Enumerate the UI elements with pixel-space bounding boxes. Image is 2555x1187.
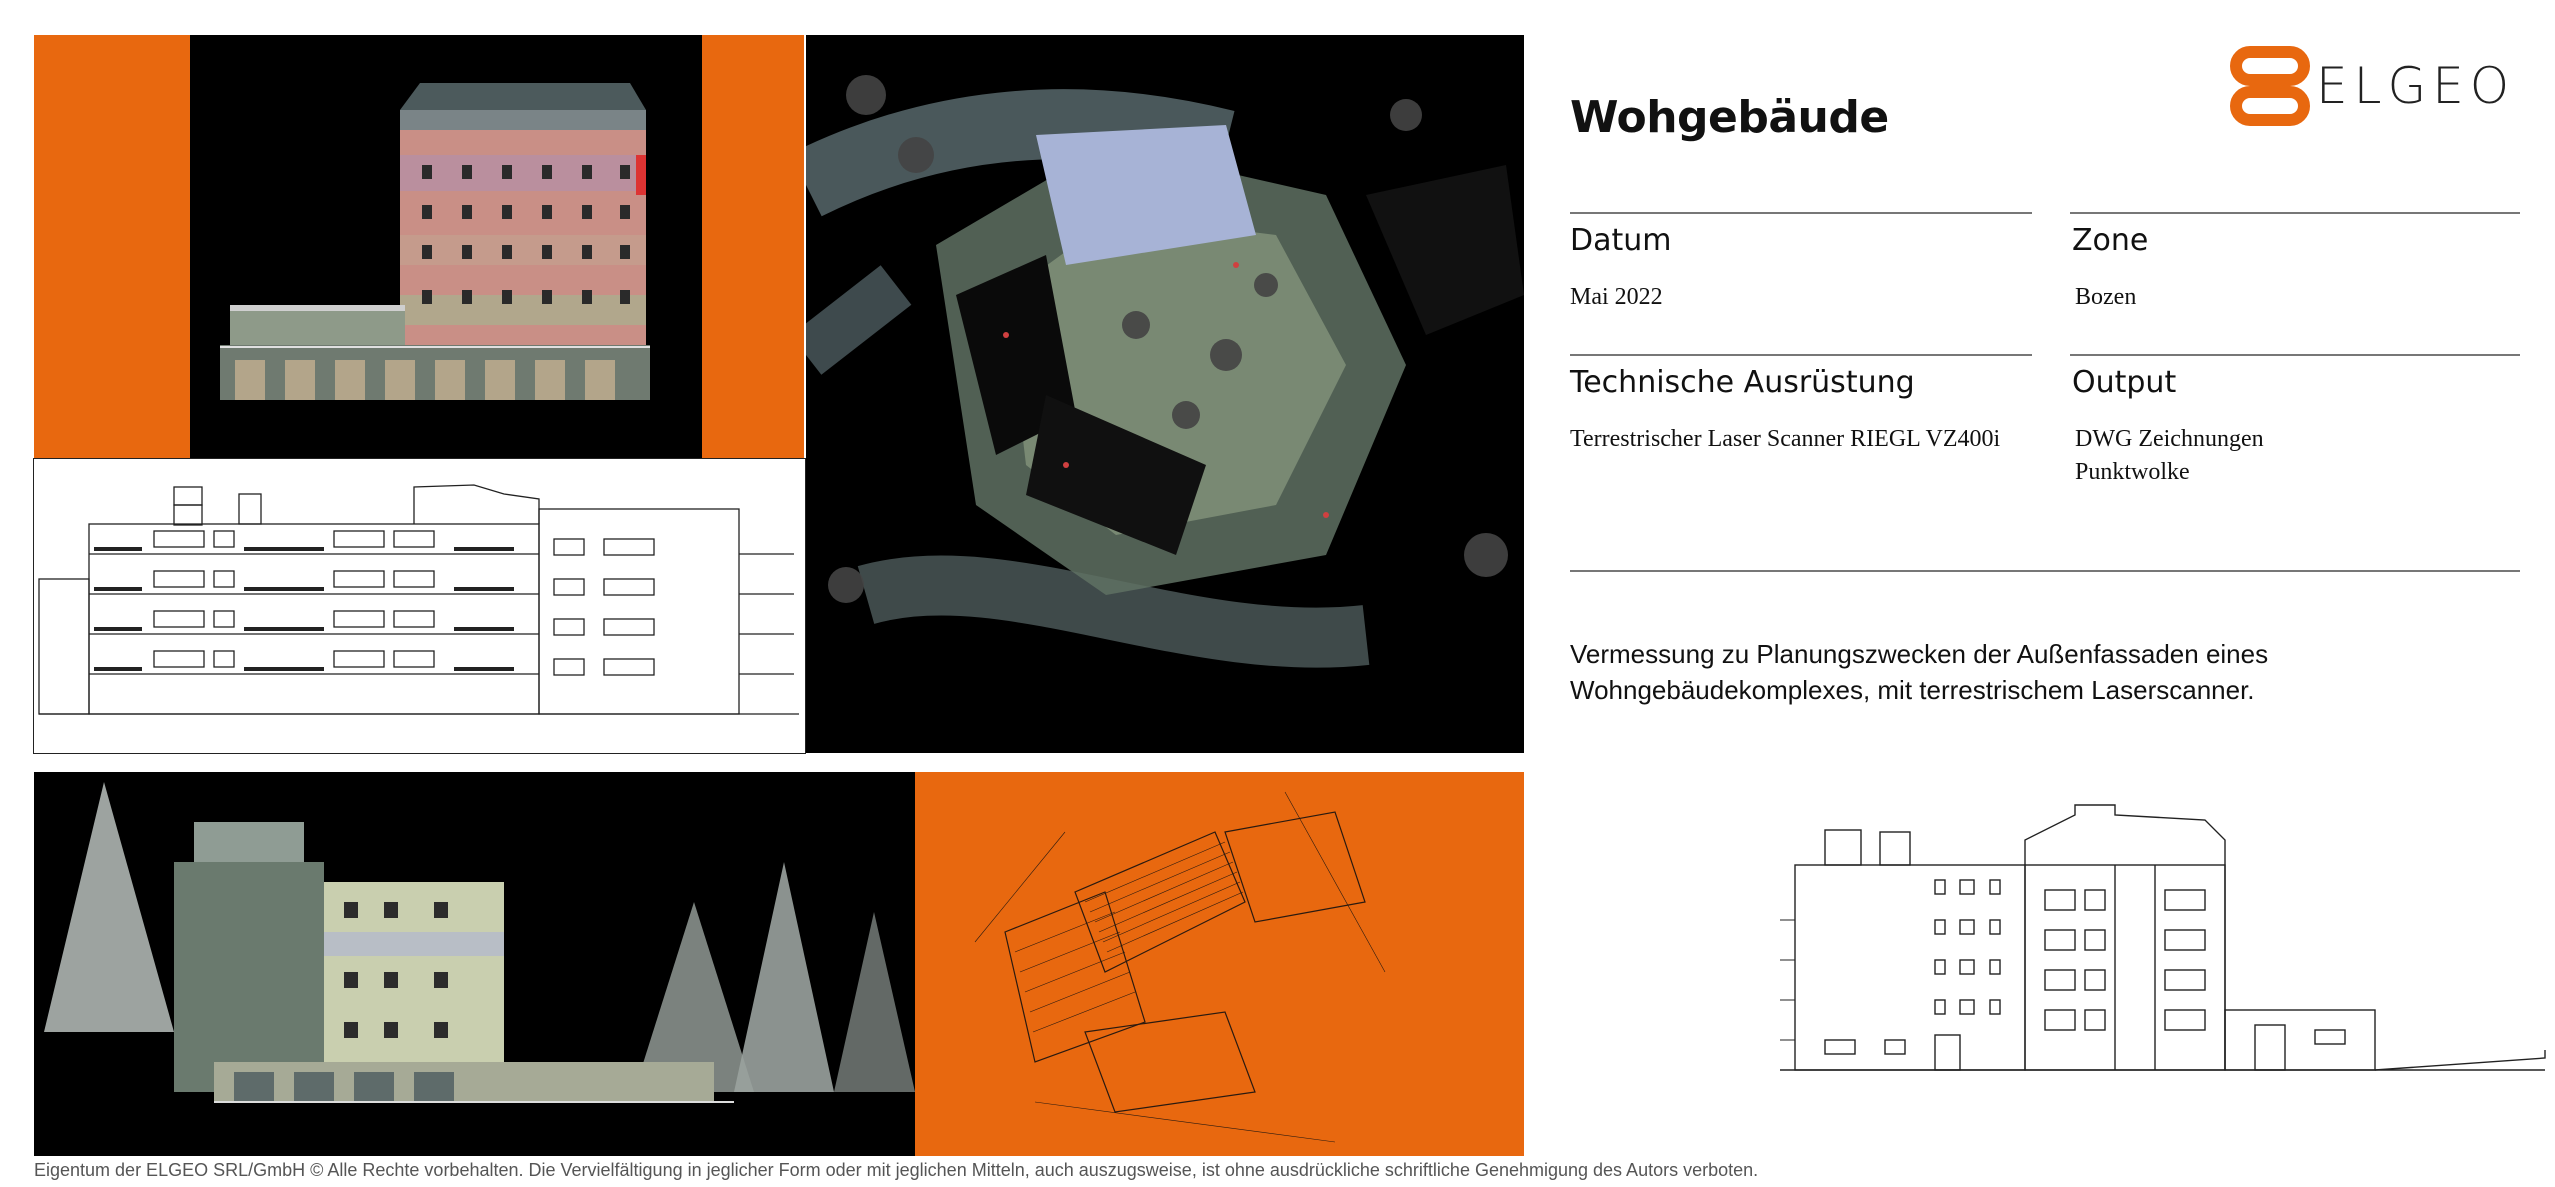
elgeo-logo xyxy=(2230,46,2515,126)
elevation-dwg-drawing xyxy=(1775,790,2555,1100)
facade-pointcloud-image xyxy=(190,35,702,458)
topview-pointcloud-image xyxy=(806,35,1524,753)
divider xyxy=(1570,212,2032,214)
copyright-notice: Eigentum der ELGEO SRL/GmbH © Alle Rechte vorbehalten. Die Vervielfältigung in jeglicher Form oder mit jeglichen Mitteln, auch auszugsweise, ist ohne ausdrückliche schriftliche Genehmigung des Autors verboten. xyxy=(34,1160,1759,1180)
output-value-pointcloud: Punktwolke xyxy=(2075,459,2190,485)
equipment-value: Terrestrischer Laser Scanner RIEGL VZ400i xyxy=(1570,426,2001,452)
interlocking-s-logo-icon xyxy=(2230,46,2310,126)
zone-label: Zone xyxy=(2072,223,2149,258)
facade-pointcloud-panel xyxy=(34,35,804,458)
divider xyxy=(1570,354,2032,356)
facade-dwg-drawing xyxy=(33,458,806,754)
output-value-dwg: DWG Zeichnungen xyxy=(2075,426,2264,452)
equipment-label: Technische Ausrüstung xyxy=(1570,365,1915,400)
brand-name: ELGEO xyxy=(2316,57,2516,115)
output-label: Output xyxy=(2072,365,2177,400)
roofplan-dwg-drawing xyxy=(915,772,1524,1156)
divider xyxy=(2070,354,2520,356)
page-title: Wohgebäude xyxy=(1570,92,1889,143)
project-description: Vermessung zu Planungszwecken der Außenfassaden eines Wohngebäudekomplexes, mit terrestrischem Laserscanner. xyxy=(1570,639,2269,705)
divider xyxy=(1570,570,2520,572)
date-value: Mai 2022 xyxy=(1570,284,1663,310)
zone-value: Bozen xyxy=(2075,284,2137,310)
side-pointcloud-image xyxy=(34,772,915,1156)
date-label: Datum xyxy=(1570,223,1672,258)
divider xyxy=(2070,212,2520,214)
